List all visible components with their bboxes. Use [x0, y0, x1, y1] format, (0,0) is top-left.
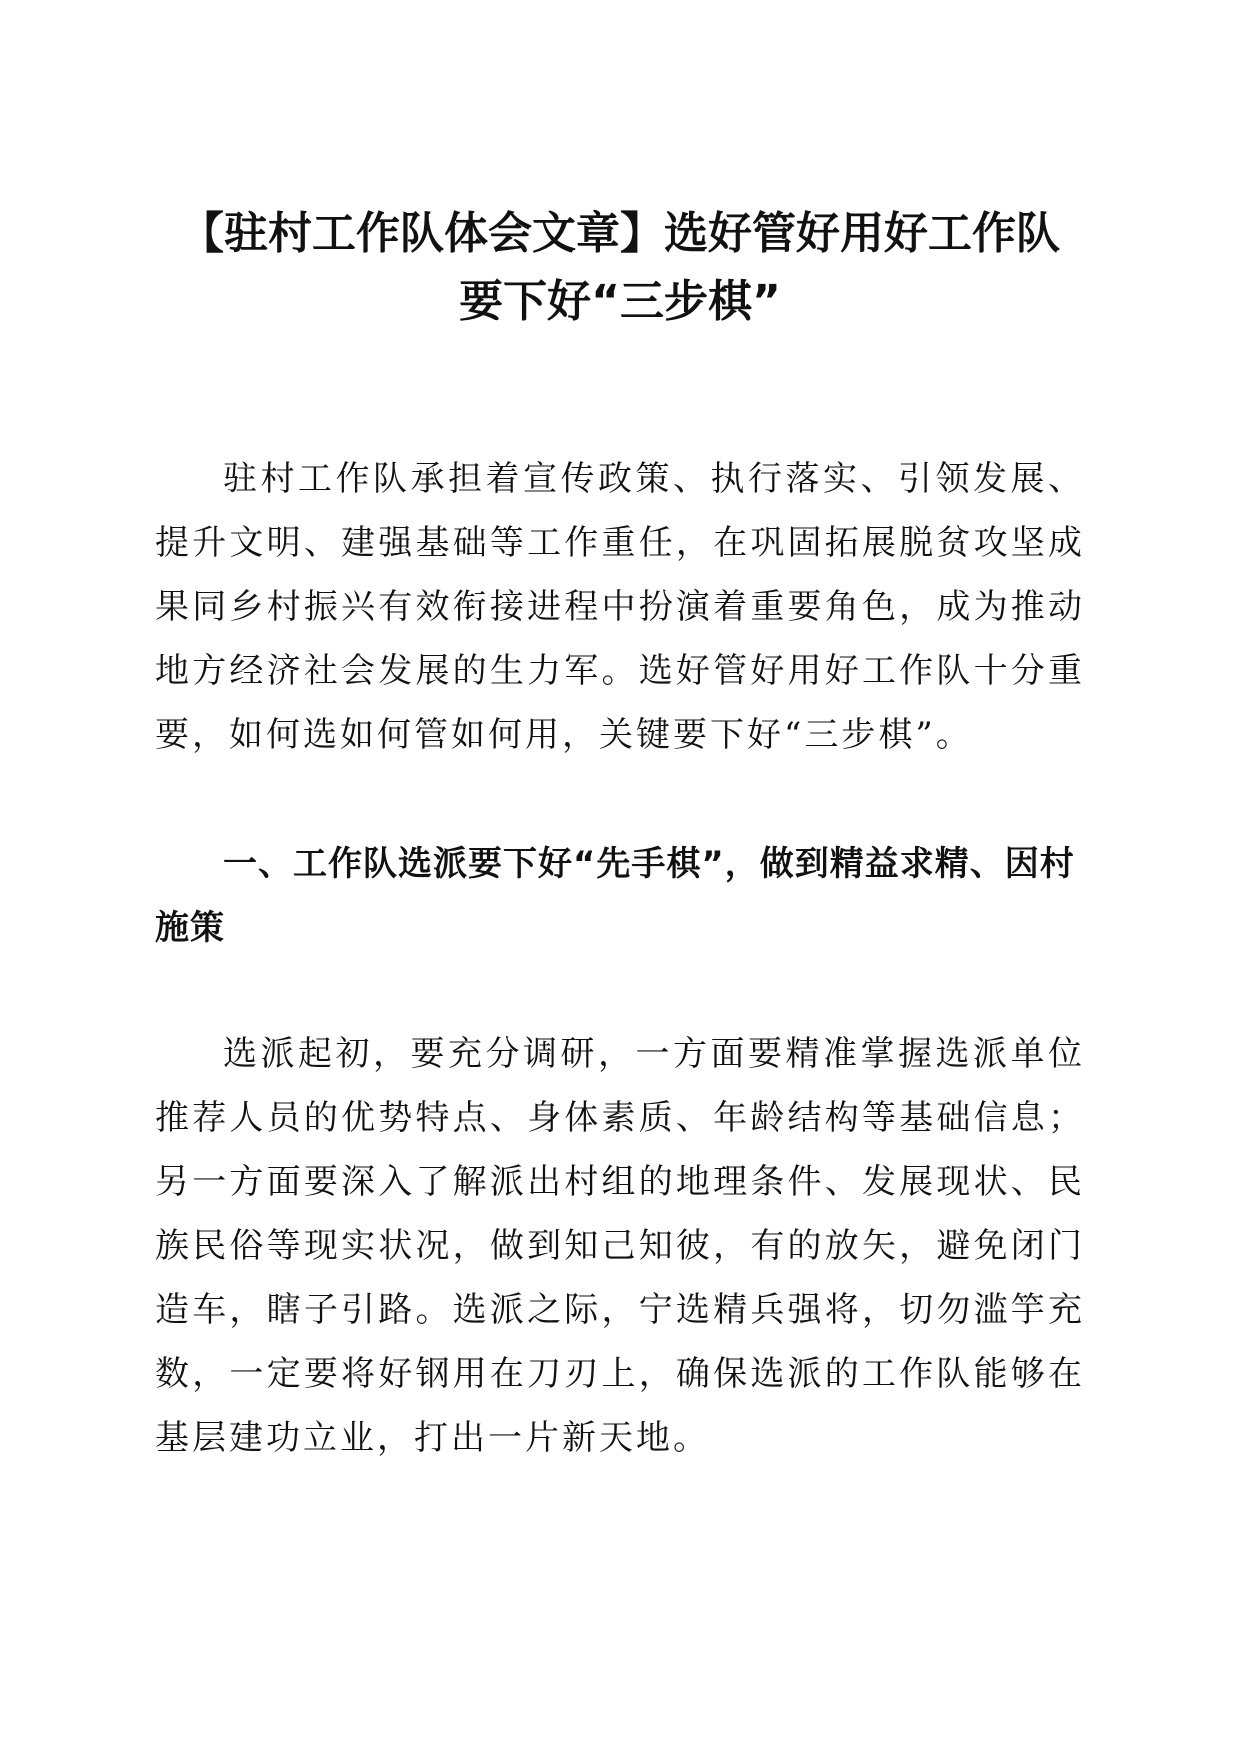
title-line-1: 【驻村工作队体会文章】选好管好用好工作队	[180, 208, 1060, 259]
title-line-2: 要下好“三步棋”	[459, 276, 781, 327]
section-heading-1: 一、工作队选派要下好“先手棋”，做到精益求精、因村施策	[155, 844, 1075, 948]
document-title	[150, 200, 1090, 336]
intro-paragraph: 驻村工作队承担着宣传政策、执行落实、引领发展、提升文明、建强基础等工作重任，在巩固拓展脱贫攻坚成果同乡村振兴有效衔接进程中扮演着重要角色，成为推动地方经济社会发展的生力军。选好管好用好工作队十分重要，如何选如何管如何用，关键要下好“三步棋”。	[155, 459, 1085, 755]
section-1-paragraph: 选派起初，要充分调研，一方面要精准掌握选派单位推荐人员的优势特点、身体素质、年龄结构等基础信息；另一方面要深入了解派出村组的地理条件、发展现状、民族民俗等现实状况，做到知己知彼，有的放矢，避免闭门造车，瞎子引路。选派之际，宁选精兵强将，切勿滥竽充数，一定要将好钢用在刀刃上，确保选派的工作队能够在基层建功立业，打出一片新天地。	[155, 1034, 1085, 1458]
